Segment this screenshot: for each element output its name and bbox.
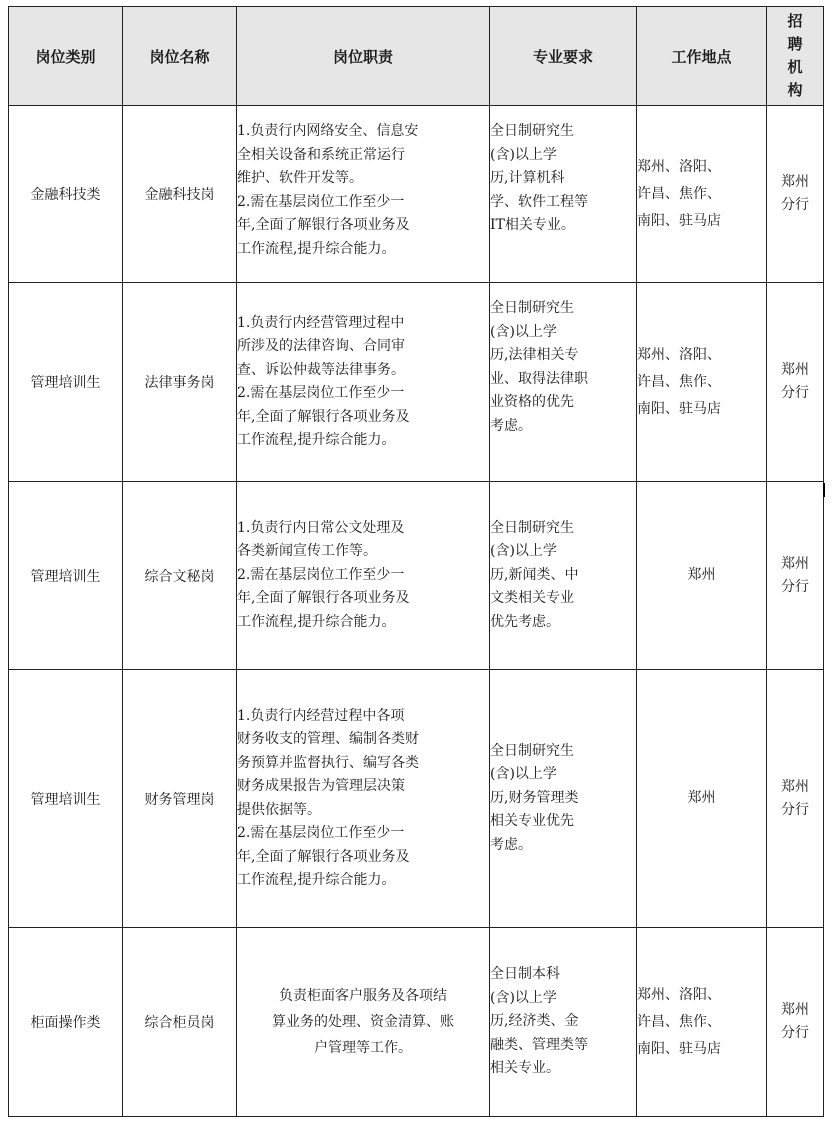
duty-line: 2.需在基层岗位工作至少一 <box>237 566 405 583</box>
req-line: 优先考虑。 <box>490 613 560 630</box>
duty-line: 户管理等工作。 <box>314 1040 412 1056</box>
header-org <box>767 7 824 106</box>
duty-line: 所涉及的法律咨询、合同审 <box>237 338 405 354</box>
duty-line: 1.负责行内日常公文处理及 <box>237 519 405 536</box>
cell-duties <box>237 482 490 670</box>
org-line: 郑州 <box>781 555 809 572</box>
req-line: 历,财务管理类 <box>490 789 579 806</box>
loc-line: 郑州、洛阳、 <box>637 158 721 175</box>
header-location: 工作地点 <box>637 7 767 106</box>
loc-line: 南阳、驻马店 <box>637 212 721 229</box>
header-org-char: 机 <box>787 58 803 76</box>
duty-line: 1.负责行内经营管理过程中 <box>237 314 405 331</box>
loc-line: 许昌、焦作、 <box>637 373 721 390</box>
org-line: 郑州 <box>781 362 809 378</box>
header-row <box>9 7 824 106</box>
org-line: 分行 <box>781 1025 809 1041</box>
duty-line: 1.负责行内经营过程中各项 <box>237 707 405 724</box>
duty-line: 2.需在基层岗位工作至少一 <box>237 193 405 210</box>
header-org-char: 构 <box>787 81 803 99</box>
cell-category: 金融科技类 <box>9 106 123 283</box>
cell-location <box>637 283 767 482</box>
table-row <box>9 482 824 670</box>
org-line: 郑州 <box>781 778 809 795</box>
header-duties: 岗位职责 <box>237 7 490 106</box>
cell-name: 法律事务岗 <box>123 283 237 482</box>
duty-line: 1.负责行内网络安全、信息安 <box>237 123 419 139</box>
loc-line: 南阳、驻马店 <box>637 1040 721 1057</box>
req-line: 相关专业。 <box>490 1060 560 1077</box>
header-requirements: 专业要求 <box>490 7 637 106</box>
cell-name: 财务管理岗 <box>123 670 237 928</box>
org-line: 分行 <box>781 197 809 213</box>
loc-line: 许昌、焦作、 <box>637 1013 721 1030</box>
cell-org <box>767 106 824 283</box>
edge-mark <box>823 483 825 497</box>
duty-line: 负责柜面客户服务及各项结 <box>279 988 447 1004</box>
header-name: 岗位名称 <box>123 7 237 106</box>
duty-line: 工作流程,提升综合能力。 <box>237 432 396 448</box>
header-category: 岗位类别 <box>9 7 123 106</box>
duty-line: 2.需在基层岗位工作至少一 <box>237 385 405 401</box>
cell-org <box>767 670 824 928</box>
req-line: IT相关专业。 <box>490 217 575 233</box>
duty-line: 2.需在基层岗位工作至少一 <box>237 825 405 841</box>
table-row <box>9 283 824 482</box>
cell-org <box>767 928 824 1117</box>
req-line: 历,新闻类、中 <box>490 566 579 583</box>
loc-line: 许昌、焦作、 <box>637 185 721 202</box>
cell-location <box>637 106 767 283</box>
req-line: 历,经济类、金 <box>490 1013 579 1030</box>
cell-name: 综合文秘岗 <box>123 482 237 670</box>
org-line: 分行 <box>781 801 809 818</box>
cell-duties <box>237 670 490 928</box>
duty-line: 财务收支的管理、编制各类财 <box>237 731 419 747</box>
duty-line: 工作流程,提升综合能力。 <box>237 872 396 888</box>
cell-category: 管理培训生 <box>9 283 123 482</box>
loc-line: 郑州、洛阳、 <box>637 346 721 363</box>
loc-line: 郑州 <box>687 567 716 583</box>
cell-category: 管理培训生 <box>9 670 123 928</box>
req-line: 全日制研究生 <box>490 742 574 759</box>
loc-line: 南阳、驻马店 <box>637 400 721 417</box>
org-line: 郑州 <box>781 174 809 190</box>
cell-requirements <box>490 482 637 670</box>
duty-line: 年,全面了解银行各项业务及 <box>237 590 410 607</box>
cell-duties <box>237 928 490 1117</box>
req-line: 相关专业优先 <box>490 813 574 830</box>
duty-line: 查、诉讼仲裁等法律事务。 <box>237 361 405 378</box>
req-line: (含)以上学 <box>490 766 557 783</box>
duty-line: 年,全面了解银行各项业务及 <box>237 408 410 425</box>
org-line: 郑州 <box>781 1002 809 1018</box>
req-line: (含)以上学 <box>490 989 557 1006</box>
cell-requirements <box>490 283 637 482</box>
req-line: 全日制研究生 <box>490 123 574 139</box>
cell-category: 管理培训生 <box>9 482 123 670</box>
req-line: 业资格的优先 <box>490 394 574 410</box>
cell-duties <box>237 283 490 482</box>
duty-line: 年,全面了解银行各项业务及 <box>237 848 410 865</box>
loc-line: 郑州 <box>687 790 716 806</box>
req-line: 融类、管理类等 <box>490 1036 588 1053</box>
req-line: 历,法律相关专 <box>490 347 579 363</box>
header-org-char: 招 <box>787 12 803 30</box>
req-line: 考虑。 <box>490 417 532 434</box>
req-line: (含)以上学 <box>490 323 557 340</box>
req-line: 业、取得法律职 <box>490 370 588 387</box>
job-table <box>8 6 824 1117</box>
duty-line: 工作流程,提升综合能力。 <box>237 613 396 630</box>
req-line: (含)以上学 <box>490 543 557 560</box>
req-line: 全日制研究生 <box>490 519 574 536</box>
req-line: (含)以上学 <box>490 146 557 163</box>
duty-line: 工作流程,提升综合能力。 <box>237 240 396 257</box>
cell-location <box>637 928 767 1117</box>
duty-line: 务预算并监督执行、编写各类 <box>237 754 419 771</box>
cell-category: 柜面操作类 <box>9 928 123 1117</box>
cell-requirements <box>490 928 637 1117</box>
table-row <box>9 670 824 928</box>
cell-name: 综合柜员岗 <box>123 928 237 1117</box>
req-line: 历,计算机科 <box>490 170 565 186</box>
cell-requirements <box>490 670 637 928</box>
cell-duties <box>237 106 490 283</box>
cell-location <box>637 670 767 928</box>
duty-line: 全相关设备和系统正常运行 <box>237 146 405 163</box>
req-line: 全日制本科 <box>490 966 560 983</box>
duty-line: 维护、软件开发等。 <box>237 170 363 186</box>
loc-line: 郑州、洛阳、 <box>637 986 721 1003</box>
cell-requirements <box>490 106 637 283</box>
org-line: 分行 <box>781 385 809 401</box>
cell-name: 金融科技岗 <box>123 106 237 283</box>
cell-org <box>767 283 824 482</box>
req-line: 学、软件工程等 <box>490 193 588 210</box>
cell-location <box>637 482 767 670</box>
org-line: 分行 <box>781 578 809 595</box>
duty-line: 算业务的处理、资金清算、账 <box>272 1014 454 1030</box>
duty-line: 年,全面了解银行各项业务及 <box>237 217 410 233</box>
table-row <box>9 106 824 283</box>
req-line: 全日制研究生 <box>490 300 574 316</box>
duty-line: 财务成果报告为管理层决策 <box>237 778 405 794</box>
header-org-char: 聘 <box>787 35 803 53</box>
req-line: 文类相关专业 <box>490 590 574 607</box>
cell-org <box>767 482 824 670</box>
duty-line: 各类新闻宣传工作等。 <box>237 543 377 560</box>
duty-line: 提供依据等。 <box>237 801 321 818</box>
req-line: 考虑。 <box>490 836 532 853</box>
table-row <box>9 928 824 1117</box>
